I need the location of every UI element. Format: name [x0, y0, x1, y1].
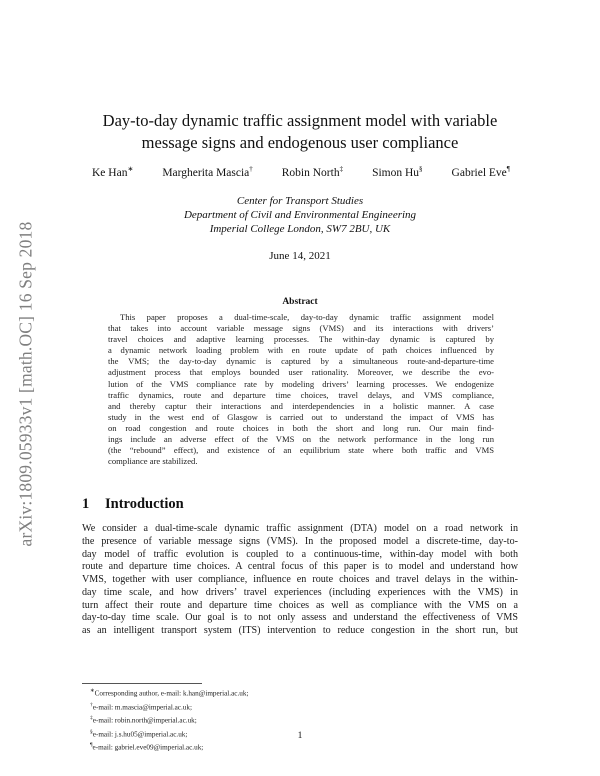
author-margherita-mascia: Margherita Mascia†: [162, 165, 253, 179]
title-line-2: message signs and endogenous user compliance: [141, 133, 459, 152]
paper-title: [80, 110, 520, 154]
body-line: We consider a dual-time-scale dynamic traffic assignment (DTA) model on a road network in: [82, 523, 518, 534]
author-gabriel-eve: Gabriel Eve¶: [451, 165, 510, 179]
footnote-hu: §e-mail: j.s.hu05@imperial.ac.uk;: [90, 728, 188, 739]
footnote-rule: [82, 683, 202, 684]
affiliation-line-3: Imperial College London, SW7 2BU, UK: [209, 223, 391, 235]
arxiv-identifier: arXiv:1809.05933v1 [math.OC] 16 Sep 2018: [15, 221, 36, 547]
abstract-line: on road congestion and route choices in both the short and long run. Our main find-: [108, 422, 494, 433]
abstract-line: adjustment process that employs bounded user rationality. Moreover, we describe the evo-: [108, 367, 494, 378]
body-line: day-to-day time scale. Our goal is to not only assess and understand the effectiveness of VMS: [82, 612, 518, 624]
abstract-line: travel choices and adaptive learning processes. The within-day dynamic is captured by: [108, 334, 494, 345]
affiliation: [80, 194, 520, 236]
affiliation-line-2: Department of Civil and Environmental Engineering: [183, 209, 417, 221]
footnote-mascia: †e-mail: m.mascia@imperial.ac.uk;: [90, 701, 192, 711]
body-line: day time scale, and how drivers’ travel experiences (including experiences with the VMS) in: [82, 586, 518, 598]
footnotes: [90, 686, 248, 754]
abstract-line: compliance are stabilized.: [108, 456, 198, 467]
abstract-line: a dynamic network loading problem with en route update of path choices influenced by: [108, 345, 494, 356]
abstract-line: and thereby captur their interactions and interdependencies in a holistic manner. A case: [108, 400, 494, 411]
abstract-line: traffic dynamics, route and departure time choices, travel delays, and VMS compliance,: [108, 389, 494, 400]
abstract-line: ings include an adverse effect of the VMS on the network performance in the long run: [108, 434, 494, 445]
body-line: route and departure time choices. A central focus of this paper is to model and understand how: [82, 561, 518, 573]
section-title: Introduction: [105, 496, 184, 512]
section-number: 1: [82, 496, 90, 512]
abstract-line: (the “rebound” effect), and existence of an equilibrium state where both traffic and VMS: [108, 445, 494, 456]
affiliation-line-1: Center for Transport Studies: [236, 195, 364, 207]
footnote-north: ‡e-mail: robin.north@imperial.ac.uk;: [90, 715, 197, 725]
body-line: day model of traffic evolution is coupled to a continuous-time, within-day model with both: [82, 548, 518, 560]
body-line: turn affect their route and departure time choices as well as compliance with the VMS on a: [82, 599, 518, 611]
abstract-line: the VMS; the day-to-day dynamic is captured by a simultaneous route-and-departure-time: [108, 356, 494, 367]
author-simon-hu: Simon Hu§: [372, 165, 423, 179]
title-line-1: Day-to-day dynamic traffic assignment model with variable: [102, 111, 498, 130]
abstract-line: lution of the VMS compliance rate by modeling drivers’ learning processes. We endogenize: [108, 378, 494, 389]
footnote-eve: ¶e-mail: gabriel.eve09@imperial.ac.uk;: [90, 742, 204, 752]
body-line: VMS, together with user compliance, influence en route choices and travel delays in the within-: [82, 574, 518, 585]
body-line: the presence of variable message signs (VMS). In the proposed model a discrete-time, day-to-: [82, 535, 518, 547]
abstract-line: This paper proposes a dual-time-scale, day-to-day dynamic traffic assignment model: [120, 312, 494, 322]
abstract-line: that takes into account variable message signs (VMS) and its interactions with drivers’: [108, 323, 494, 334]
author-robin-north: Robin North‡: [281, 165, 344, 179]
abstract-heading: Abstract: [282, 297, 318, 307]
abstract-body: [108, 312, 494, 467]
arxiv-sidebar-stamp: [6, 194, 46, 574]
body-line: as an intelligent transport system (ITS) intervention to reduce congestion in the short run, but: [82, 625, 518, 636]
section-heading-introduction: [82, 496, 184, 513]
abstract-line: study in the west end of Glasgow is carried out to understand the impact of VMS has: [108, 411, 494, 422]
publication-date: June 14, 2021: [269, 250, 331, 262]
introduction-body: [82, 523, 518, 638]
footnote-corresponding: ∗Corresponding author, e-mail: k.han@imperial.ac.uk;: [90, 688, 249, 698]
author-list: [92, 165, 510, 179]
author-ke-han: Ke Han∗: [92, 165, 134, 179]
page-number: 1: [297, 731, 303, 741]
